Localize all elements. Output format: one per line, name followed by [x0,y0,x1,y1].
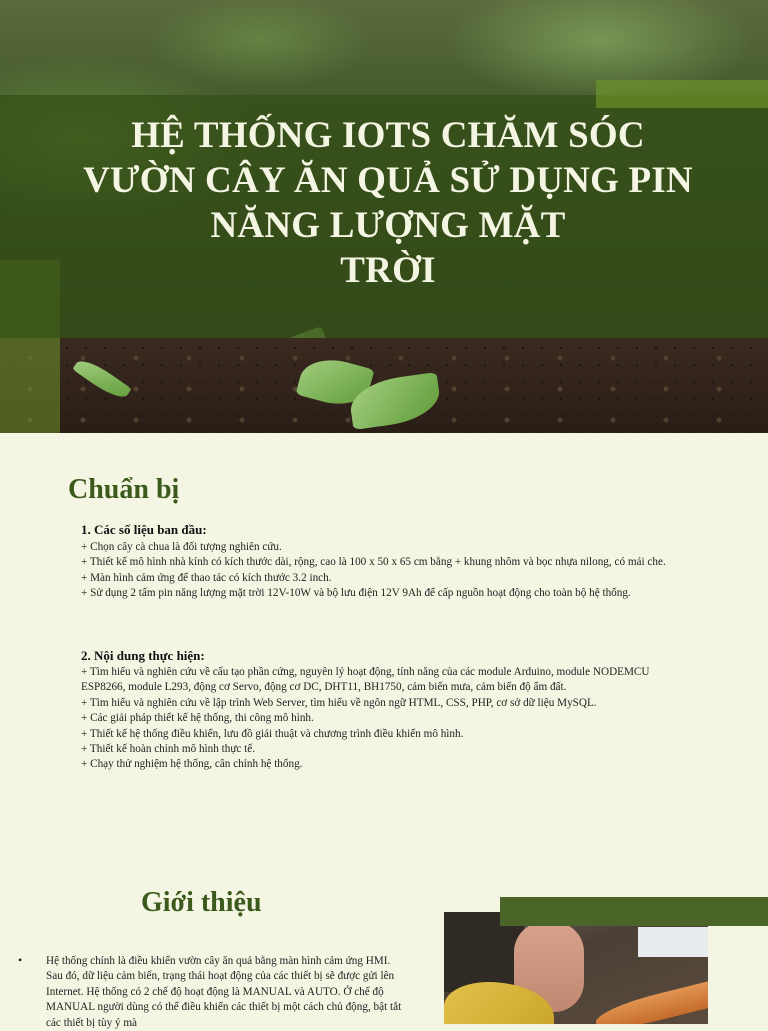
page-title [60,113,716,293]
list-item: + Thiết kế hệ thống điều khiển, lưu đồ giải thuật và chương trình điều khiển mô hình. [81,727,464,740]
list-item: + Sử dụng 2 tấm pin năng lượng mặt trời 12V-10W và bộ lưu điện 12V 9Ah để cấp nguồn hoạt động cho toàn bộ hệ thống. [81,587,631,600]
title-line: TRỜI [340,250,436,291]
list-item: + Chọn cây cà chua là đối tượng nghiên cứu. [81,541,282,553]
section-heading-intro: Giới thiệu [141,887,262,918]
accent-block-bottom-right [500,897,768,926]
tasks-list [81,665,691,773]
accent-block-top-right [596,80,768,108]
gardening-photo [444,912,708,1024]
list-item: + Màn hình cảm ứng để thao tác có kích thước 3.2 inch. [81,571,332,584]
title-line: VƯỜN CÂY ĂN QUẢ SỬ DỤNG PIN [83,160,693,201]
section-heading-prepare: Chuẩn bị [68,474,180,505]
list-item: + Tìm hiểu và nghiên cứu về lập trình Web Server, tìm hiểu về ngôn ngữ HTML, CSS, PHP, cơ sở dữ liệu MySQL. [81,696,597,709]
list-item: + Chạy thử nghiệm hệ thống, cân chỉnh hệ thống. [81,758,303,771]
initial-data-list [81,540,691,602]
hero-banner [0,0,768,433]
list-item: + Các giải pháp thiết kế hệ thống, thi công mô hình. [81,712,314,725]
intro-paragraph: Hệ thống chính là điều khiển vườn cây ăn quả bằng màn hình cảm ứng HMI. Sau đó, dữ liệu cảm biến, trạng thái hoạt động của các thiết bị sẽ được gửi lên Internet. Hệ thống có 2 chế độ hoạt động là MANUAL và AUTO. Ở chế độ MANUAL người dùng có thể điều khiển các thiết bị một cách chủ động, bật tắt các thiết bị tùy ý mà [46,955,402,1029]
title-line: HỆ THỐNG IOTS CHĂM SÓC [131,115,645,156]
list-item: + Tìm hiểu và nghiên cứu về cấu tạo phần cứng, nguyên lý hoạt động, tính năng của các module Arduino, module NODEMCU ESP8266, module L293, động cơ Servo, động cơ DC, DHT11, BH1750, cảm biến mưa, cảm biến độ ẩm đất. [81,666,650,694]
list-title-tasks: 2. Nội dung thực hiện: [81,648,205,663]
title-line: NĂNG LƯỢNG MẶT [210,205,566,246]
bullet-icon: • [18,953,23,967]
list-item: + Thiết kế hoàn chỉnh mô hình thực tế. [81,743,256,756]
list-title-initial-data: 1. Các số liệu ban đầu: [81,522,207,537]
background-light [638,927,708,957]
list-item: + Thiết kế mô hình nhà kính có kích thước dài, rộng, cao là 100 x 50 x 65 cm bằng + khung nhôm và bọc nhựa nilong, có mái che. [81,556,666,569]
carrot-shape [593,979,708,1024]
